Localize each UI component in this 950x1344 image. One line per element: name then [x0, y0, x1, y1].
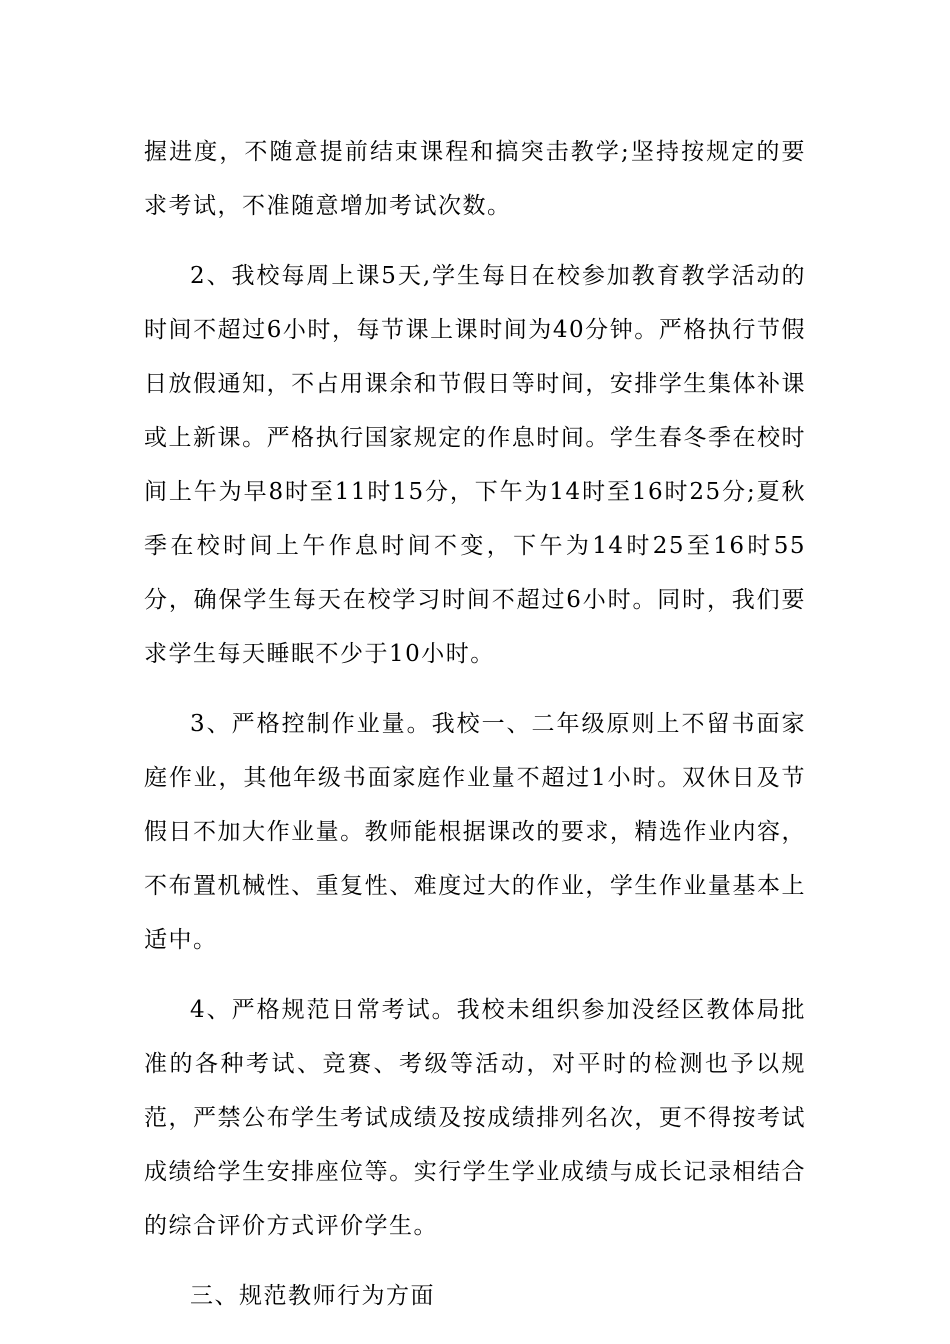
section-heading: 三、规范教师行为方面: [190, 1283, 435, 1309]
paragraph-continuation: 握进度，不随意提前结束课程和搞突击教学;坚持按规定的要求考试，不准随意增加考试次数。: [144, 139, 806, 219]
paragraph-gap: [144, 233, 806, 249]
paragraph-item-3: 3、严格控制作业量。我校一、二年级原则上不留书面家庭作业，其他年级书面家庭作业量不超过1小时。双休日及节假日不加大作业量。教师能根据课改的要求，精选作业内容，不布置机械性、重复性、难度过大的作业，学生作业量基本上适中。: [144, 711, 806, 953]
paragraph-gap: [144, 681, 806, 697]
paragraph-gap: [144, 1253, 806, 1269]
document-body: [144, 125, 806, 1323]
paragraph-item-4: 4、严格规范日常考试。我校未组织参加没经区教体局批准的各种考试、竞赛、考级等活动，对平时的检测也予以规范，严禁公布学生考试成绩及按成绩排列名次，更不得按考试成绩给学生安排座位等。实行学生学业成绩与成长记录相结合的综合评价方式评价学生。: [144, 997, 806, 1239]
paragraph-gap: [144, 967, 806, 983]
paragraph-item-2: 2、我校每周上课5天,学生每日在校参加教育教学活动的时间不超过6小时，每节课上课时间为40分钟。严格执行节假日放假通知，不占用课余和节假日等时间，安排学生集体补课或上新课。严格执行国家规定的作息时间。学生春冬季在校时间上午为早8时至11时15分，下午为14时至16时25分;夏秋季在校时间上午作息时间不变，下午为14时25至16时55分，确保学生每天在校学习时间不超过6小时。同时，我们要求学生每天睡眠不少于10小时。: [144, 263, 806, 667]
